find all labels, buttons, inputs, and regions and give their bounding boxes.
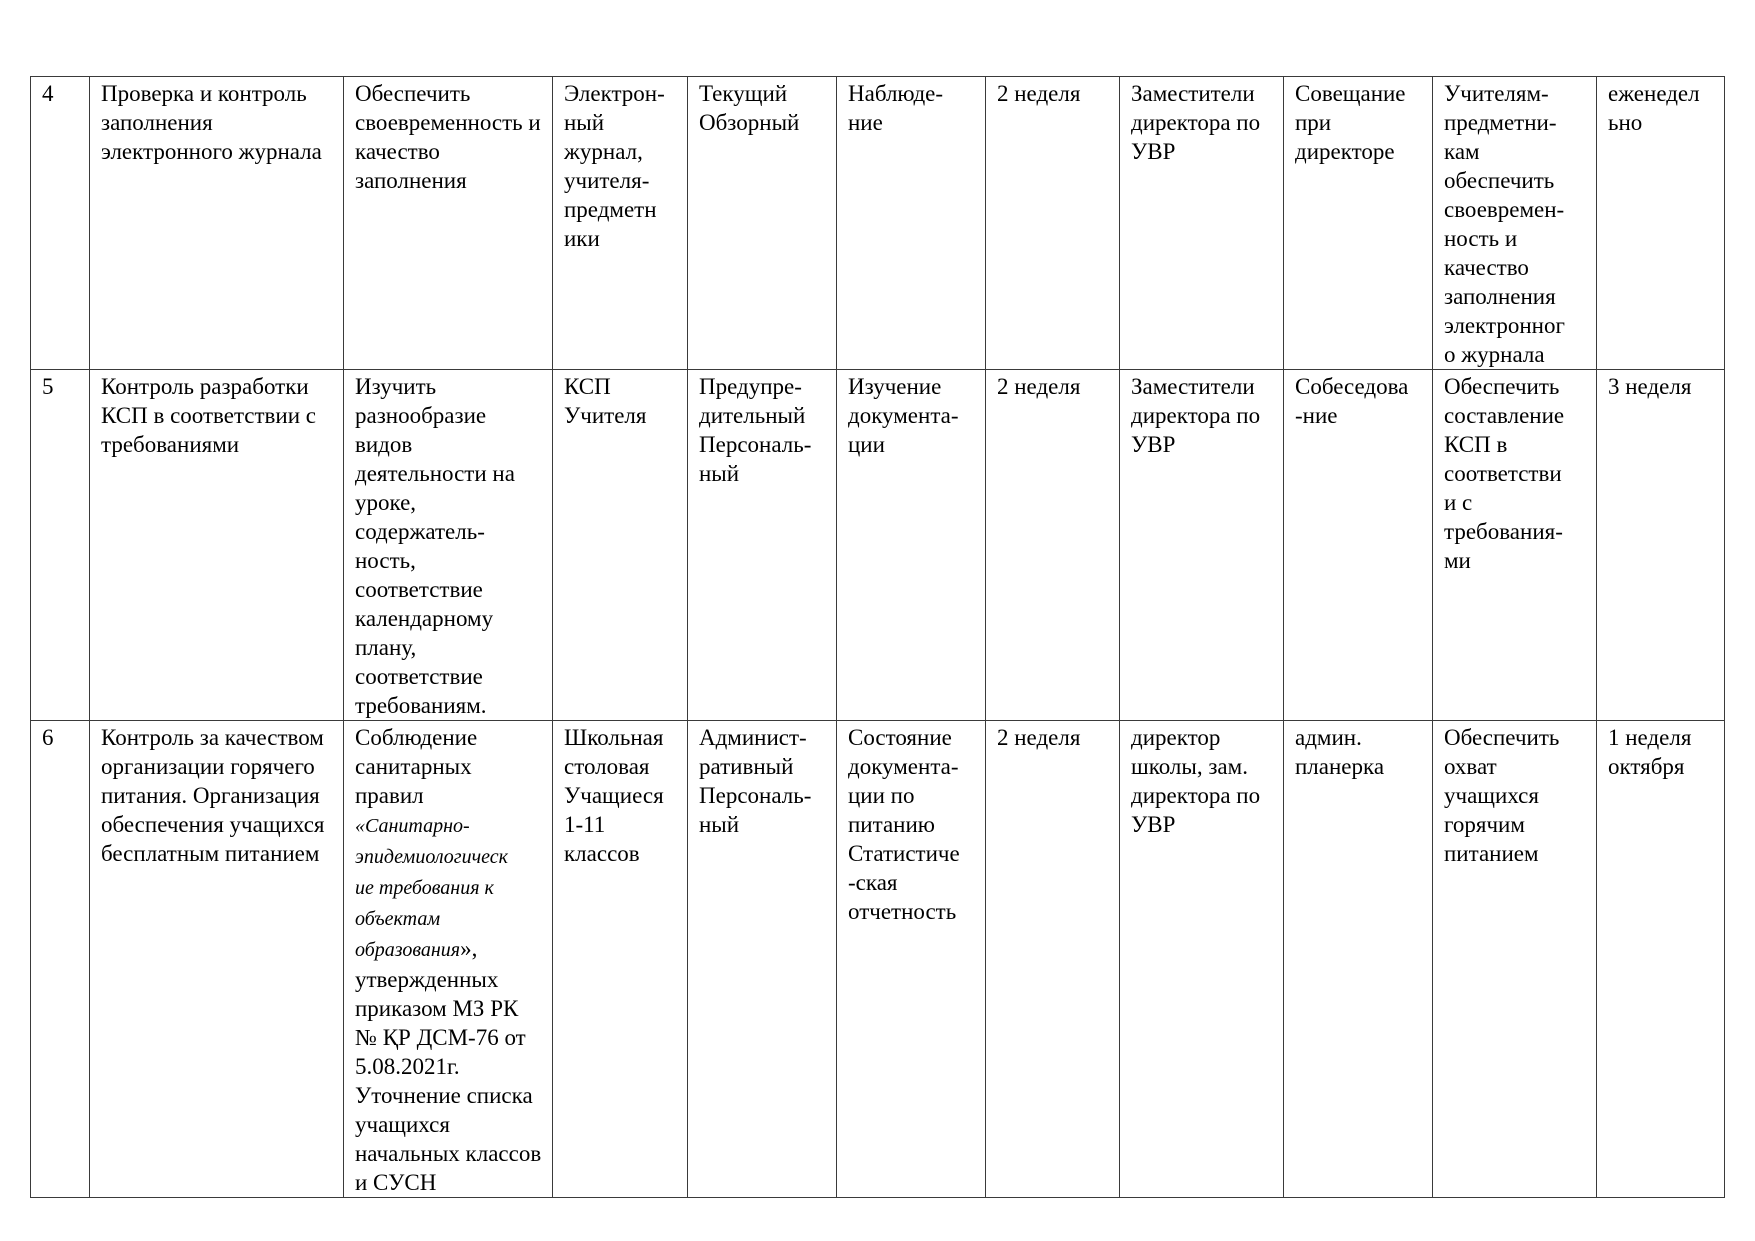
control-method: Изучение документа- ции	[837, 370, 986, 721]
control-topic: Проверка и контроль заполнения электронного журнала	[90, 77, 344, 370]
row-number: 4	[31, 77, 90, 370]
table-row	[31, 721, 1725, 1198]
review-venue: админ. планерка	[1284, 721, 1433, 1198]
control-goal: Изучить разнообразие видов деятельности на уроке, содержатель- ность, соответствие календарному плану, соответствие требованиям.	[344, 370, 553, 721]
review-venue: Совещание при директоре	[1284, 77, 1433, 370]
control-topic: Контроль разработки КСП в соответствии с требованиями	[90, 370, 344, 721]
deadline: 1 неделя октября	[1597, 721, 1725, 1198]
control-term: 2 неделя	[986, 77, 1120, 370]
row-number: 5	[31, 370, 90, 721]
deadline: еженедел ьно	[1597, 77, 1725, 370]
control-term: 2 неделя	[986, 370, 1120, 721]
control-method: Состояние документа- ции по питанию Статистиче -ская отчетность	[837, 721, 986, 1198]
goal-text-end: », утвержденных приказом МЗ РК № ҚР ДСМ-76 от 5.08.2021г. Уточнение списка учащихся начальных классов и СУСН	[355, 936, 542, 1195]
control-type: Предупре- дительный Персональ- ный	[688, 370, 837, 721]
control-method: Наблюде- ние	[837, 77, 986, 370]
review-venue: Собеседова -ние	[1284, 370, 1433, 721]
control-goal: Обеспечить своевременность и качество заполнения	[344, 77, 553, 370]
control-term: 2 неделя	[986, 721, 1120, 1198]
row-number: 6	[31, 721, 90, 1198]
management-decision: Обеспечить составление КСП в соответстви и с требования- ми	[1433, 370, 1597, 721]
control-plan-table	[30, 76, 1725, 1198]
control-object: Электрон- ный журнал, учителя-предметн ики	[553, 77, 688, 370]
management-decision: Обеспечить охват учащихся горячим питанием	[1433, 721, 1597, 1198]
responsible-person: Заместители директора по УВР	[1120, 370, 1284, 721]
control-type: Текущий Обзорный	[688, 77, 837, 370]
control-goal	[344, 721, 553, 1198]
control-topic: Контроль за качеством организации горячего питания. Организация обеспечения учащихся бесплатным питанием	[90, 721, 344, 1198]
management-decision: Учителям- предметни- кам обеспечить своевремен- ность и качество заполнения электронног о журнала	[1433, 77, 1597, 370]
control-object: КСП Учителя	[553, 370, 688, 721]
regulation-title: «Санитарно-эпидемиологическ ие требования к объектам образования	[355, 815, 508, 961]
responsible-person: Заместители директора по УВР	[1120, 77, 1284, 370]
table-row	[31, 370, 1725, 721]
deadline: 3 неделя	[1597, 370, 1725, 721]
control-type: Админист- ративный Персональ- ный	[688, 721, 837, 1198]
goal-text-start: Соблюдение санитарных правил	[355, 725, 478, 808]
control-object: Школьная столовая Учащиеся 1-11 классов	[553, 721, 688, 1198]
responsible-person: директор школы, зам. директора по УВР	[1120, 721, 1284, 1198]
table-row	[31, 77, 1725, 370]
